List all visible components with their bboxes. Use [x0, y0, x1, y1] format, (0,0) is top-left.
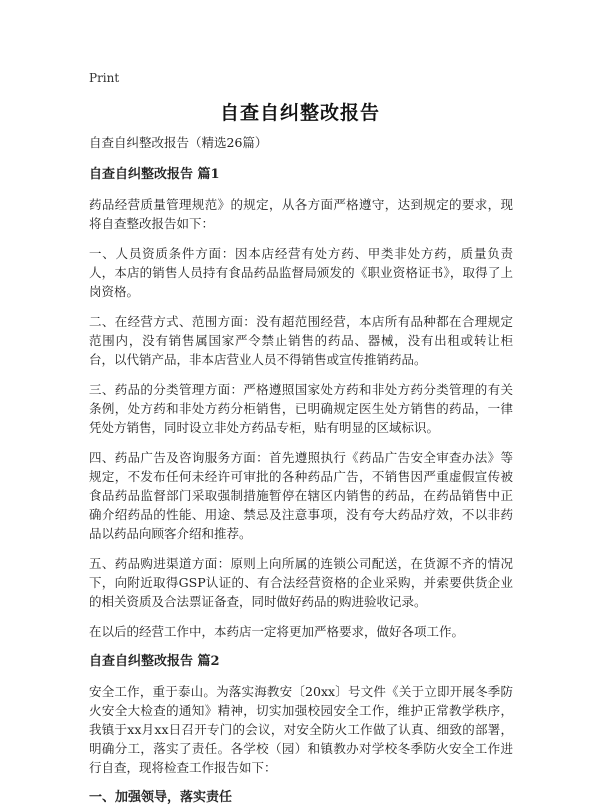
paragraph: 药品经营质量管理规范》的规定，从各方面严格遵守，达到规定的要求，现将自查整改报告如下： — [89, 197, 513, 231]
section-2-subheading: 一、加强领导，落实责任 — [89, 790, 233, 805]
paragraph: 二、在经营方式、范围方面：没有超范围经营，本店所有品种都在合理规定范围内，没有销售属国家严令禁止销售的药品、器械，没有出租或转让柜台，以代销产品，非本店营业人员不得销售或宣传推销药品。 — [89, 314, 513, 367]
document-body — [89, 133, 513, 807]
section-2-heading: 自查自纠整改报告 篇2 — [89, 654, 220, 669]
paragraph: 五、药品购进渠道方面：原则上向所属的连锁公司配送，在货源不齐的情况下，向附近取得GSP认证的、有合法经营资格的企业采购，并索要供货企业的相关资质及合法票证备查，同时做好药品的购进验收记录。 — [89, 556, 513, 609]
paragraph: 安全工作，重于泰山。为落实海教安〔20xx〕号文件《关于立即开展冬季防火安全大检查的通知》精神，切实加强校园安全工作，维护正常教学秩序，我镇于xx月xx日召开专门的会议，对安全防火工作做了认真、细致的部署，明确分工，落实了责任。各学校（园）和镇教办对学校冬季防火安全工作进行自查，现将检查工作报告如下： — [89, 684, 513, 775]
print-link[interactable]: Print — [89, 71, 120, 85]
paragraph: 三、药品的分类管理方面：严格遵照国家处方药和非处方药分类管理的有关条例，处方药和非处方药分柜销售，已明确规定医生处方销售的药品，一律凭处方销售，同时设立非处方药品专柜，贴有明显的区域标识。 — [89, 382, 513, 435]
section-1-heading: 自查自纠整改报告 篇1 — [89, 167, 220, 182]
paragraph: 在以后的经营工作中，本药店一定将更加严格要求，做好各项工作。 — [89, 624, 465, 639]
document-subtitle: 自查自纠整改报告（精选26篇） — [89, 135, 268, 150]
paragraph: 一、人员资质条件方面：因本店经营有处方药、甲类非处方药，质量负责人，本店的销售人员持有食品药品监督局颁发的《职业资格证书》，取得了上岗资格。 — [89, 246, 513, 299]
page-title: 自查自纠整改报告 — [219, 102, 380, 124]
paragraph: 四、药品广告及咨询服务方面：首先遵照执行《药品广告安全审查办法》等规定，不发布任何未经许可审批的各种药品广告，不销售因严重虚假宣传被食品药品监督部门采取强制措施暂停在辖区内销售的药品，在药品销售中正确介绍药品的性能、用途、禁忌及注意事项，没有夸大药品疗效，不以非药品以药品向顾客介绍和推荐。 — [89, 450, 513, 541]
